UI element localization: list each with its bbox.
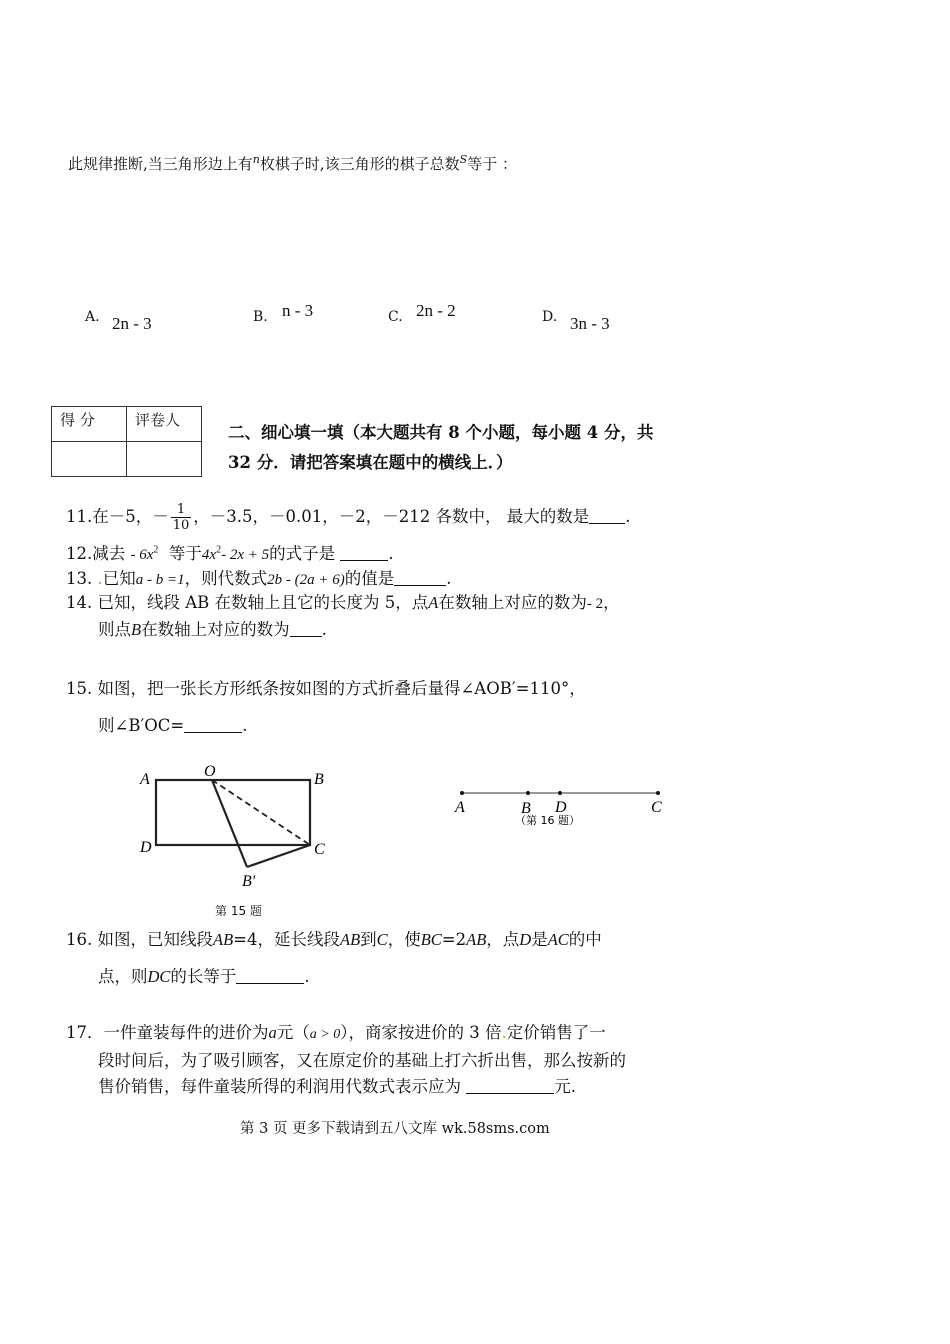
label-b: B bbox=[521, 800, 531, 817]
text-segment: 等于 ： bbox=[467, 155, 517, 173]
question-11 bbox=[66, 500, 631, 534]
label-b: B bbox=[314, 771, 324, 788]
label-c: C bbox=[651, 799, 662, 816]
q16-text9: 点，则 bbox=[98, 967, 148, 986]
label-a: A bbox=[455, 799, 465, 816]
point-b bbox=[526, 791, 530, 795]
q14-text4: 则点 bbox=[98, 620, 131, 639]
text-segment: 枚棋子时,该三角形的棋子总数 bbox=[259, 155, 460, 173]
q14-var-b: B bbox=[131, 620, 142, 639]
option-b-label: B. bbox=[253, 309, 268, 325]
q16-text4: ，使 bbox=[387, 930, 421, 949]
q14-line1 bbox=[66, 590, 620, 617]
q11-end: . bbox=[625, 507, 631, 526]
q16-text3: 到 bbox=[360, 930, 377, 949]
option-c-expr: 2n - 2 bbox=[416, 301, 456, 320]
q14-text1: 14. 已知，线段 AB 在数轴上且它的长度为 5，点 bbox=[66, 593, 429, 612]
q13-end: . bbox=[446, 569, 452, 588]
option-a-expr: 2n - 3 bbox=[112, 314, 152, 333]
q12-expr2: 4x bbox=[201, 547, 217, 563]
q17-text5: 售价销售，每件童装所得的利润用代数式表示应为 bbox=[98, 1077, 461, 1096]
option-b-expr: n - 3 bbox=[282, 301, 314, 320]
q17-line2: 段时间后，为了吸引顾客，又在原定价的基础上打六折出售，那么按新的 bbox=[98, 1051, 626, 1070]
q17-line3 bbox=[66, 1074, 626, 1100]
q16-dc: DC bbox=[147, 967, 171, 986]
question-15-line1: 15. 如图，把一张长方形纸条按如图的方式折叠后量得∠AOB′=110°， bbox=[66, 679, 586, 698]
q16-text6: ，点 bbox=[486, 930, 520, 949]
q17-text3: ），商家按进价的 3 倍 bbox=[340, 1023, 502, 1042]
question-16-line1 bbox=[66, 926, 602, 950]
score-header: 得 分 bbox=[52, 407, 127, 442]
option-d-label: D. bbox=[542, 309, 558, 325]
point-a bbox=[460, 791, 464, 795]
q16-text7: 是 bbox=[531, 930, 548, 949]
q17-text2: 元（ bbox=[276, 1023, 310, 1042]
q12-exponent2: 2 bbox=[216, 544, 222, 556]
point-c bbox=[656, 791, 660, 795]
q11-suffix: ，－3.5，－0.01，－2，－212 各数中， 最大的数是 bbox=[193, 507, 590, 526]
section-title bbox=[228, 418, 653, 478]
question-14 bbox=[66, 590, 620, 642]
q16-text8: 的中 bbox=[568, 930, 602, 949]
fraction-denominator: 10 bbox=[172, 518, 190, 533]
text-segment: 此规律推断,当三角形边上有 bbox=[68, 155, 253, 173]
q16-end: . bbox=[304, 967, 310, 986]
answer-blank-12[interactable] bbox=[340, 545, 388, 561]
q17-text6: 元. bbox=[554, 1077, 576, 1096]
label-d: D bbox=[140, 839, 152, 856]
emphasis-dot: . bbox=[97, 569, 103, 588]
option-d-expr: 3n - 3 bbox=[570, 314, 610, 333]
q12-exponent1: 2 bbox=[153, 544, 159, 556]
q16-text10: 的长等于 bbox=[170, 967, 237, 986]
q14-text2: 在数轴上对应的数为 bbox=[438, 593, 587, 612]
paper-strip-rectangle bbox=[156, 780, 310, 845]
q16-bc: BC bbox=[420, 930, 442, 949]
q14-text5: 在数轴上对应的数为 bbox=[141, 620, 290, 639]
answer-blank-16[interactable] bbox=[236, 968, 304, 984]
q16-ab: AB bbox=[466, 930, 487, 949]
question-17 bbox=[66, 1020, 626, 1100]
question-15-line2 bbox=[98, 712, 247, 736]
q16-text2: =4，延长线段 bbox=[233, 930, 340, 949]
q13-condition: a - b =1 bbox=[135, 572, 185, 588]
q14-end: . bbox=[321, 620, 327, 639]
score-cell bbox=[52, 442, 127, 477]
figure-15-caption: 第 15 题 bbox=[215, 904, 262, 918]
q16-text5: =2 bbox=[441, 930, 467, 949]
point-d bbox=[558, 791, 562, 795]
section-title-line2: 32 分．请把答案填在题中的横线上．） bbox=[228, 453, 513, 472]
q12-expr1: - 6x bbox=[130, 547, 154, 563]
q16-ab: AB bbox=[213, 930, 234, 949]
question-13 bbox=[66, 565, 451, 589]
q14-line2 bbox=[66, 617, 620, 642]
option-c-label: C. bbox=[388, 309, 403, 325]
answer-blank-15[interactable] bbox=[184, 717, 242, 733]
question-12 bbox=[66, 540, 394, 564]
answer-blank-17[interactable] bbox=[466, 1078, 554, 1094]
q13-text1: 已知 bbox=[102, 569, 136, 588]
q17-text4: 定价销售了一 bbox=[506, 1023, 606, 1042]
answer-blank-14[interactable] bbox=[290, 621, 322, 637]
fraction-1-10 bbox=[171, 502, 192, 533]
variable-s: S bbox=[459, 153, 468, 166]
q12-expr3: - 2x + 5 bbox=[221, 547, 270, 563]
q12-mid: 等于 bbox=[168, 544, 202, 563]
q16-text1: 16. 如图，已知线段 bbox=[66, 930, 213, 949]
q12-suffix: 的式子是 bbox=[269, 544, 336, 563]
page-footer: 第 3 页 更多下载请到五八文库 wk.58sms.com bbox=[240, 1121, 550, 1137]
dashed-line-oc bbox=[212, 780, 310, 845]
emphasis-dot: . bbox=[501, 1023, 507, 1042]
q15-text: 则∠B′OC= bbox=[98, 716, 185, 735]
q17-var-a: a bbox=[268, 1023, 277, 1042]
label-d: D bbox=[555, 799, 567, 816]
q16-ac: AC bbox=[547, 930, 569, 949]
label-o: O bbox=[204, 763, 216, 780]
label-a: A bbox=[140, 771, 150, 788]
figure-15-diagram bbox=[130, 758, 350, 898]
q17-condition: a > 0 bbox=[309, 1027, 341, 1042]
q12-prefix: 12.减去 bbox=[66, 544, 126, 563]
q13-text2: ，则代数式 bbox=[184, 569, 268, 588]
section-title-line1: 二、细心填一填（本大题共有 8 个小题，每小题 4 分，共 bbox=[228, 423, 654, 442]
q16-d: D bbox=[519, 930, 532, 949]
q13-number: 13. bbox=[66, 569, 93, 588]
q14-text3: ， bbox=[603, 593, 620, 612]
answer-blank-11[interactable] bbox=[589, 508, 625, 524]
q13-text3: 的值是 bbox=[344, 569, 395, 588]
figure-16-caption: （第 16 题） bbox=[515, 814, 580, 827]
q17-line1 bbox=[66, 1020, 626, 1048]
q16-ab: AB bbox=[340, 930, 361, 949]
label-b-prime: B′ bbox=[242, 873, 256, 890]
question-continuation-line bbox=[68, 153, 517, 174]
score-table bbox=[51, 406, 202, 477]
figure-16-number-line bbox=[445, 780, 685, 830]
fraction-numerator: 1 bbox=[171, 502, 192, 518]
reviewer-cell bbox=[127, 442, 202, 477]
q12-end: . bbox=[388, 544, 394, 563]
label-c: C bbox=[314, 841, 325, 858]
q14-value: - 2 bbox=[586, 596, 604, 612]
fold-line-ob bbox=[212, 780, 247, 867]
q11-prefix: 11.在－5，－ bbox=[66, 507, 169, 526]
q16-c: C bbox=[376, 930, 388, 949]
q14-var-a: A bbox=[428, 593, 439, 612]
q15-end: . bbox=[242, 716, 248, 735]
q13-expression: 2b - (2a + 6) bbox=[267, 572, 345, 588]
fold-line-bc bbox=[247, 845, 310, 867]
q17-text1: 17．一件童装每件的进价为 bbox=[66, 1023, 269, 1042]
answer-blank-13[interactable] bbox=[394, 570, 446, 586]
variable-n: n bbox=[252, 153, 260, 166]
option-a-label: A. bbox=[85, 309, 100, 325]
reviewer-header: 评卷人 bbox=[127, 407, 202, 442]
question-16-line2 bbox=[98, 963, 310, 987]
